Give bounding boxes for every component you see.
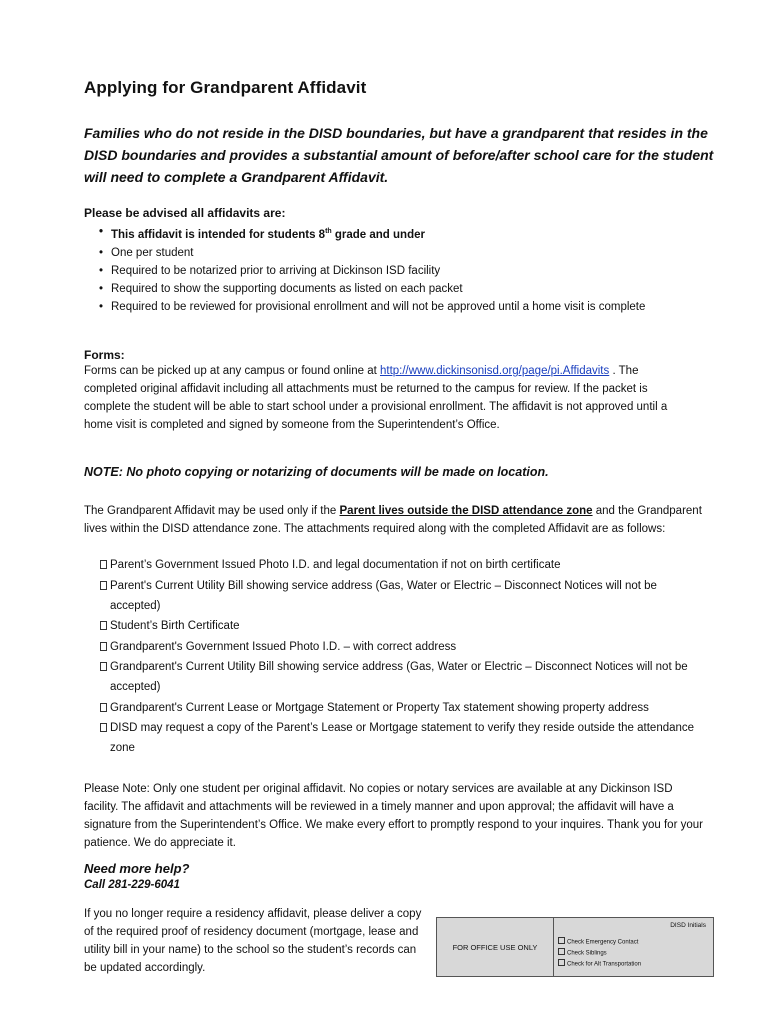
advised-section: [84, 206, 724, 316]
help-heading: Need more help?: [84, 861, 190, 876]
usage-paragraph: The Grandparent Affidavit may be used only if the Parent lives outside the DISD attendance zone and the Grandparent lives within the DISD attendance zone. The attachments required along with the completed Affidavit are as follows:: [84, 505, 702, 535]
help-phone: Call 281-229-6041: [84, 879, 180, 891]
advised-heading: Please be advised all affidavits are:: [84, 206, 286, 220]
page-title: Applying for Grandparent Affidavit: [84, 78, 367, 97]
checkbox-icon: [100, 621, 107, 630]
list-item: • Required to be reviewed for provisional enrollment and will not be approved until a home visit is complete: [84, 298, 724, 316]
intro-paragraph: Families who do not reside in the DISD boundaries, but have a grandparent that resides in the DISD boundaries and provides a substantial amount of before/after school care for the student will need to complete a Grandparent Affidavit.: [84, 125, 714, 185]
forms-section: [84, 348, 694, 434]
list-item: • This affidavit is intended for students 8th grade and under: [84, 223, 724, 244]
list-item: Grandparent's Current Utility Bill showing service address (Gas, Water or Electric – Disconnect Notices will not be accepted): [84, 657, 714, 697]
list-item: Parent's Current Utility Bill showing service address (Gas, Water or Electric – Disconnect Notices will not be accepted): [84, 576, 714, 616]
list-item: • One per student: [84, 244, 724, 262]
forms-heading: Forms:: [84, 348, 125, 362]
list-item: • Required to be notarized prior to arriving at Dickinson ISD facility: [84, 262, 724, 280]
list-item: Parent’s Government Issued Photo I.D. and legal documentation if not on birth certificate: [84, 555, 714, 575]
bullet-icon: •: [99, 282, 104, 295]
bullet-icon: •: [99, 300, 104, 313]
please-note-paragraph: Please Note: Only one student per original affidavit. No copies or notary services are available at any Dickinson ISD facility. The affidavit and attachments will be reviewed in a timely manner and upon approval; the affidavit will have a signature from the Superintendent’s Office. We make every effort to promptly respond to your inquires. Thank you for your patience. We do appreciate it.: [84, 783, 703, 849]
office-use-label: FOR OFFICE USE ONLY: [452, 942, 538, 952]
checkbox-icon: [100, 642, 107, 651]
office-use-box: [436, 917, 714, 977]
office-checklist: [558, 937, 641, 970]
attachments-section: [84, 555, 714, 759]
checkbox-icon: [100, 581, 107, 590]
checkbox-icon: [558, 937, 565, 944]
bullet-icon: •: [99, 264, 104, 277]
office-check-item: Check for Alt Transportation: [558, 959, 641, 970]
checkbox-icon: [100, 703, 107, 712]
usage-emphasis: Parent lives outside the DISD attendance zone: [339, 505, 593, 517]
note-text: NOTE: No photo copying or notarizing of documents will be made on location.: [84, 465, 549, 479]
list-item: DISD may request a copy of the Parent’s Lease or Mortgage statement to verify they reside outside the attendance zone: [84, 718, 714, 758]
checkbox-icon: [558, 948, 565, 955]
checkbox-icon: [100, 723, 107, 732]
list-item: • Required to show the supporting documents as listed on each packet: [84, 280, 724, 298]
checkbox-icon: [558, 959, 565, 966]
no-longer-paragraph: If you no longer require a residency affidavit, please deliver a copy of the required proof of residency document (mortgage, lease and utility bill in your name) to the school so the student’s records can be updated accordingly.: [84, 908, 422, 974]
list-item: Grandparent's Government Issued Photo I.D. – with correct address: [84, 637, 714, 657]
forms-text: Forms can be picked up at any campus or found online at http://www.dickinsonisd.org/page/pi.Affidavits . The completed original affidavit including all attachments must be returned to the campus for review. If the packet is complete the student will be able to start school under a provisional enrollment. The affidavit is not approved until a home visit is completed and signed by someone from the Superintendent’s Office.: [84, 365, 668, 431]
office-checks-cell: [553, 918, 714, 976]
advised-list: [84, 223, 724, 316]
list-item: Student’s Birth Certificate: [84, 616, 714, 636]
list-item: Grandparent's Current Lease or Mortgage Statement or Property Tax statement showing property address: [84, 698, 714, 718]
bullet-icon: •: [99, 226, 104, 238]
office-check-item: Check Siblings: [558, 948, 641, 959]
checkbox-icon: [100, 560, 107, 569]
help-section: [84, 860, 189, 894]
checkbox-icon: [100, 662, 107, 671]
office-check-item: Check Emergency Contact: [558, 937, 641, 948]
initials-label: DISD Initials: [670, 922, 706, 929]
attachments-list: [84, 555, 714, 758]
bullet-icon: •: [99, 246, 104, 259]
affidavits-link[interactable]: http://www.dickinsonisd.org/page/pi.Affidavits: [379, 365, 610, 377]
